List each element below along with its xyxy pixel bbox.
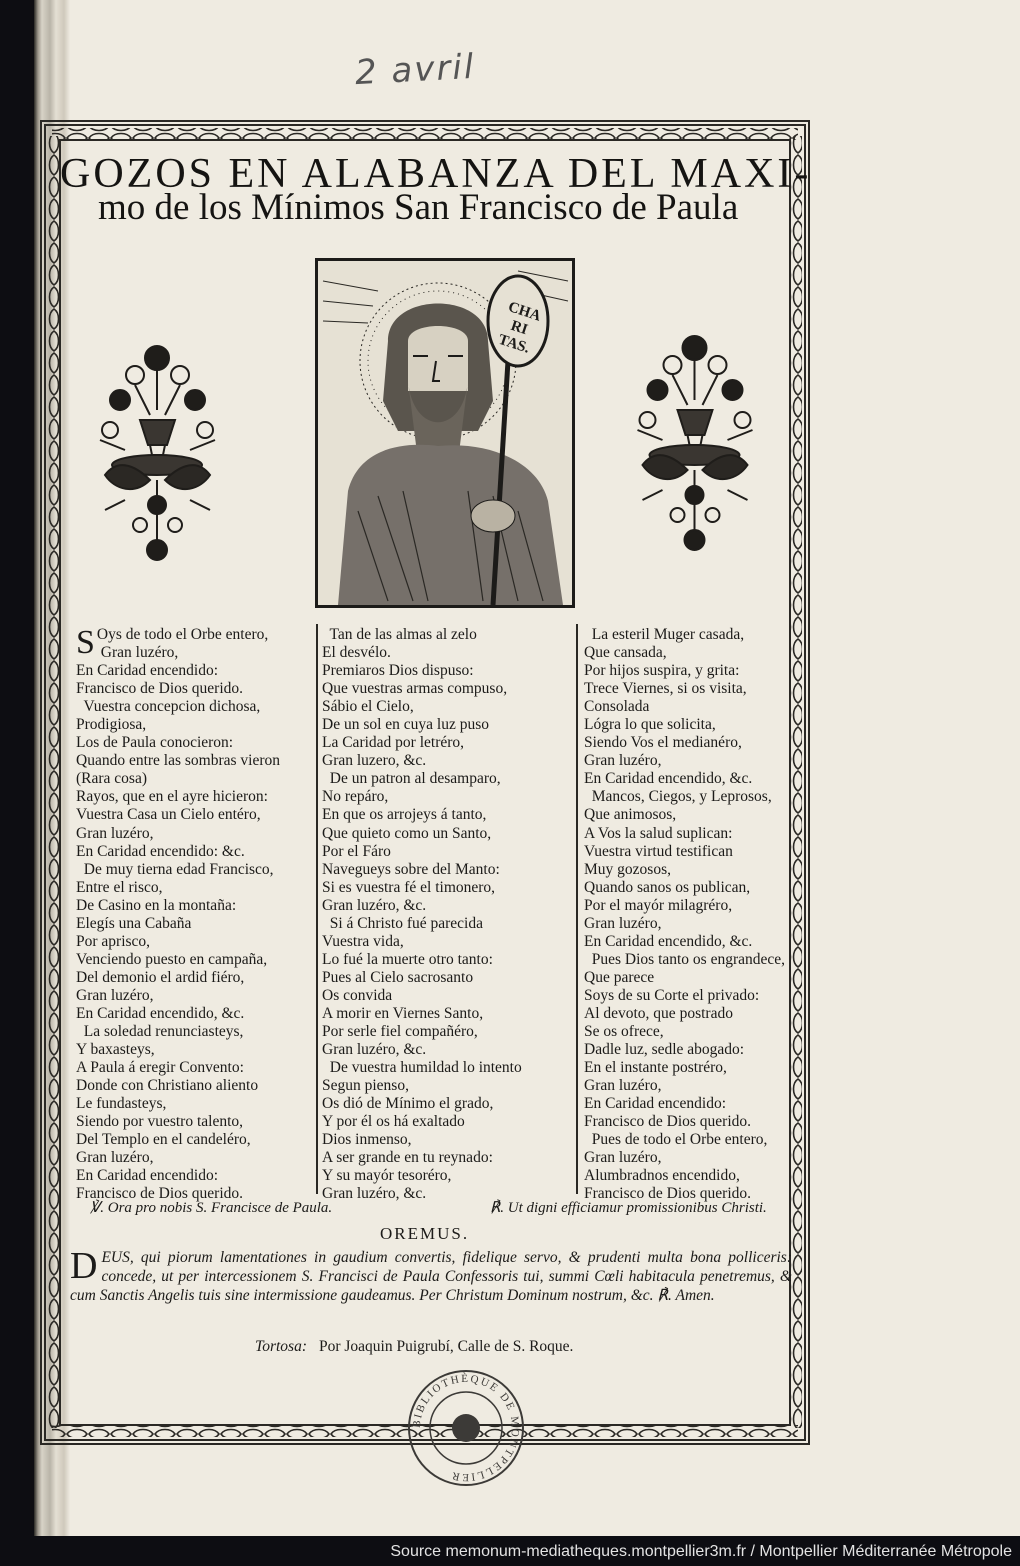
response: ℟. Ut digni efficiamur promissionibus Christi.	[490, 1200, 767, 1216]
source-caption: Source memonum-mediatheques.montpellier3m.fr / Montpellier Méditerranée Métropole	[390, 1543, 1012, 1560]
verse-column-1	[76, 626, 316, 1204]
versicle: ℣. Ora pro nobis S. Francisce de Paula.	[90, 1200, 333, 1216]
prayer-text: EUS, qui piorum lamentationes in gaudium convertis, fidelique servo, & prudenti multa bona polliceris: concede, ut per intercessionem S. Francisci de Paula Confessoris tui, summi Cœli habitacula penetremus, & cum Sanctis Angelis tuis sine intermissione gaudeamus. Per Christum Dominum nostrum, &c. ℟. Amen.	[70, 1249, 792, 1304]
printer-imprint	[255, 1338, 573, 1356]
prayer-paragraph	[70, 1245, 792, 1305]
oremus-heading: OREMUS.	[380, 1224, 470, 1243]
title-line-2: mo de los Mínimos San Francisco de Paula	[98, 187, 739, 228]
saint-portrait-woodcut	[315, 258, 575, 608]
column-divider-2	[576, 624, 578, 1194]
verse-column-3: La esteril Muger casada, Que cansada, Por hijos suspira, y grita: Trece Viernes, si os visita, Consolada Lógra lo que solicita, Siendo Vos el medianéro, Gran luzéro, En Caridad encendido, &c. Mancos, Ciegos, y Leprosos, Que animosos, A Vos la salud suplican: Vuestra virtud testifican Muy gozosos, Quando sanos os publican, Por el mayór milagréro, Gran luzéro, En Caridad encendido, &c. Pues Dios tanto os engrandece, Que parece Soys de su Corte el privado: Al devoto, que postrado Se os ofrece, Dadle luz, sedle abogado: En el instante postréro, Gran luzéro, En Caridad encendido: Francisco de Dios querido. Pues de todo el Orbe entero, Gran luzéro, Alumbradnos encendido, Francisco de Dios querido.	[584, 626, 786, 1203]
column-divider-1	[316, 624, 318, 1194]
handwritten-note: 2 avril	[354, 46, 477, 94]
left-floral-vase-ornament	[95, 330, 220, 570]
verse-column-2: Tan de las almas al zelo El desvélo. Premiaros Dios dispuso: Que vuestras armas compuso, Sábio el Cielo, De un sol en cuya luz puso La Caridad por letréro, Gran luzero, &c. De un patron al desamparo, No repáro, En que os arrojeys á tanto, Que quieto como un Santo, Por el Fáro Navegueys sobre del Manto: Si es vuestra fé el timonero, Gran luzéro, &c. Si á Christo fué parecida Vuestra vida, Lo fué la muerte otro tanto: Pues al Cielo sacrosanto Os convida A morir en Viernes Santo, Por serle fiel compañéro, Gran luzéro, &c. De vuestra humildad lo intento Segun pienso, Os dió de Mínimo el grado, Y por él os há exaltado Dios inmenso, A ser grande en tu reynado: Y su mayór tesoréro, Gran luzéro, &c.	[322, 626, 522, 1203]
verse-dropcap: S	[76, 624, 95, 661]
printer-name: Por Joaquin Puigrubí, Calle de S. Roque.	[318, 1338, 574, 1355]
verse-column-1-text: Oys de todo el Orbe entero, Gran luzéro, En Caridad encendido: Francisco de Dios querido. Vuestra concepcion dichosa, Prodigiosa, Los de Paula conocieron: Quando entre las sombras vieron (Rara cosa) Rayos, que en el ayre hicieron: Vuestra Casa un Cielo entéro, Gran luzéro, En Caridad encendido: &c. De muy tierna edad Francisco, Entre el risco, De Casino en la montaña: Elegís una Cabaña Por aprisco, Venciendo puesto en campaña, Del demonio el ardid fiéro, Gran luzéro, En Caridad encendido, &c. La soledad renunciasteys, Y baxasteys, A Paula á eregir Convento: Donde con Christiano aliento Le fundasteys, Siendo por vuestro talento, Del Templo en el candeléro, Gran luzéro, En Caridad encendido: Francisco de Dios querido.	[76, 626, 281, 1203]
library-stamp	[405, 1367, 527, 1489]
title-line-1: GOZOS EN ALABANZA DEL MAXI-	[60, 151, 812, 197]
right-floral-vase-ornament	[630, 320, 760, 560]
printer-place: Tortosa:	[255, 1338, 307, 1355]
charitas-medallion-text: CHA RI TAS.	[496, 299, 543, 357]
prayer-dropcap: D	[70, 1245, 98, 1287]
stamp-text: BIBLIOTHÈQUE DE MONTPELLIER	[410, 1372, 522, 1484]
